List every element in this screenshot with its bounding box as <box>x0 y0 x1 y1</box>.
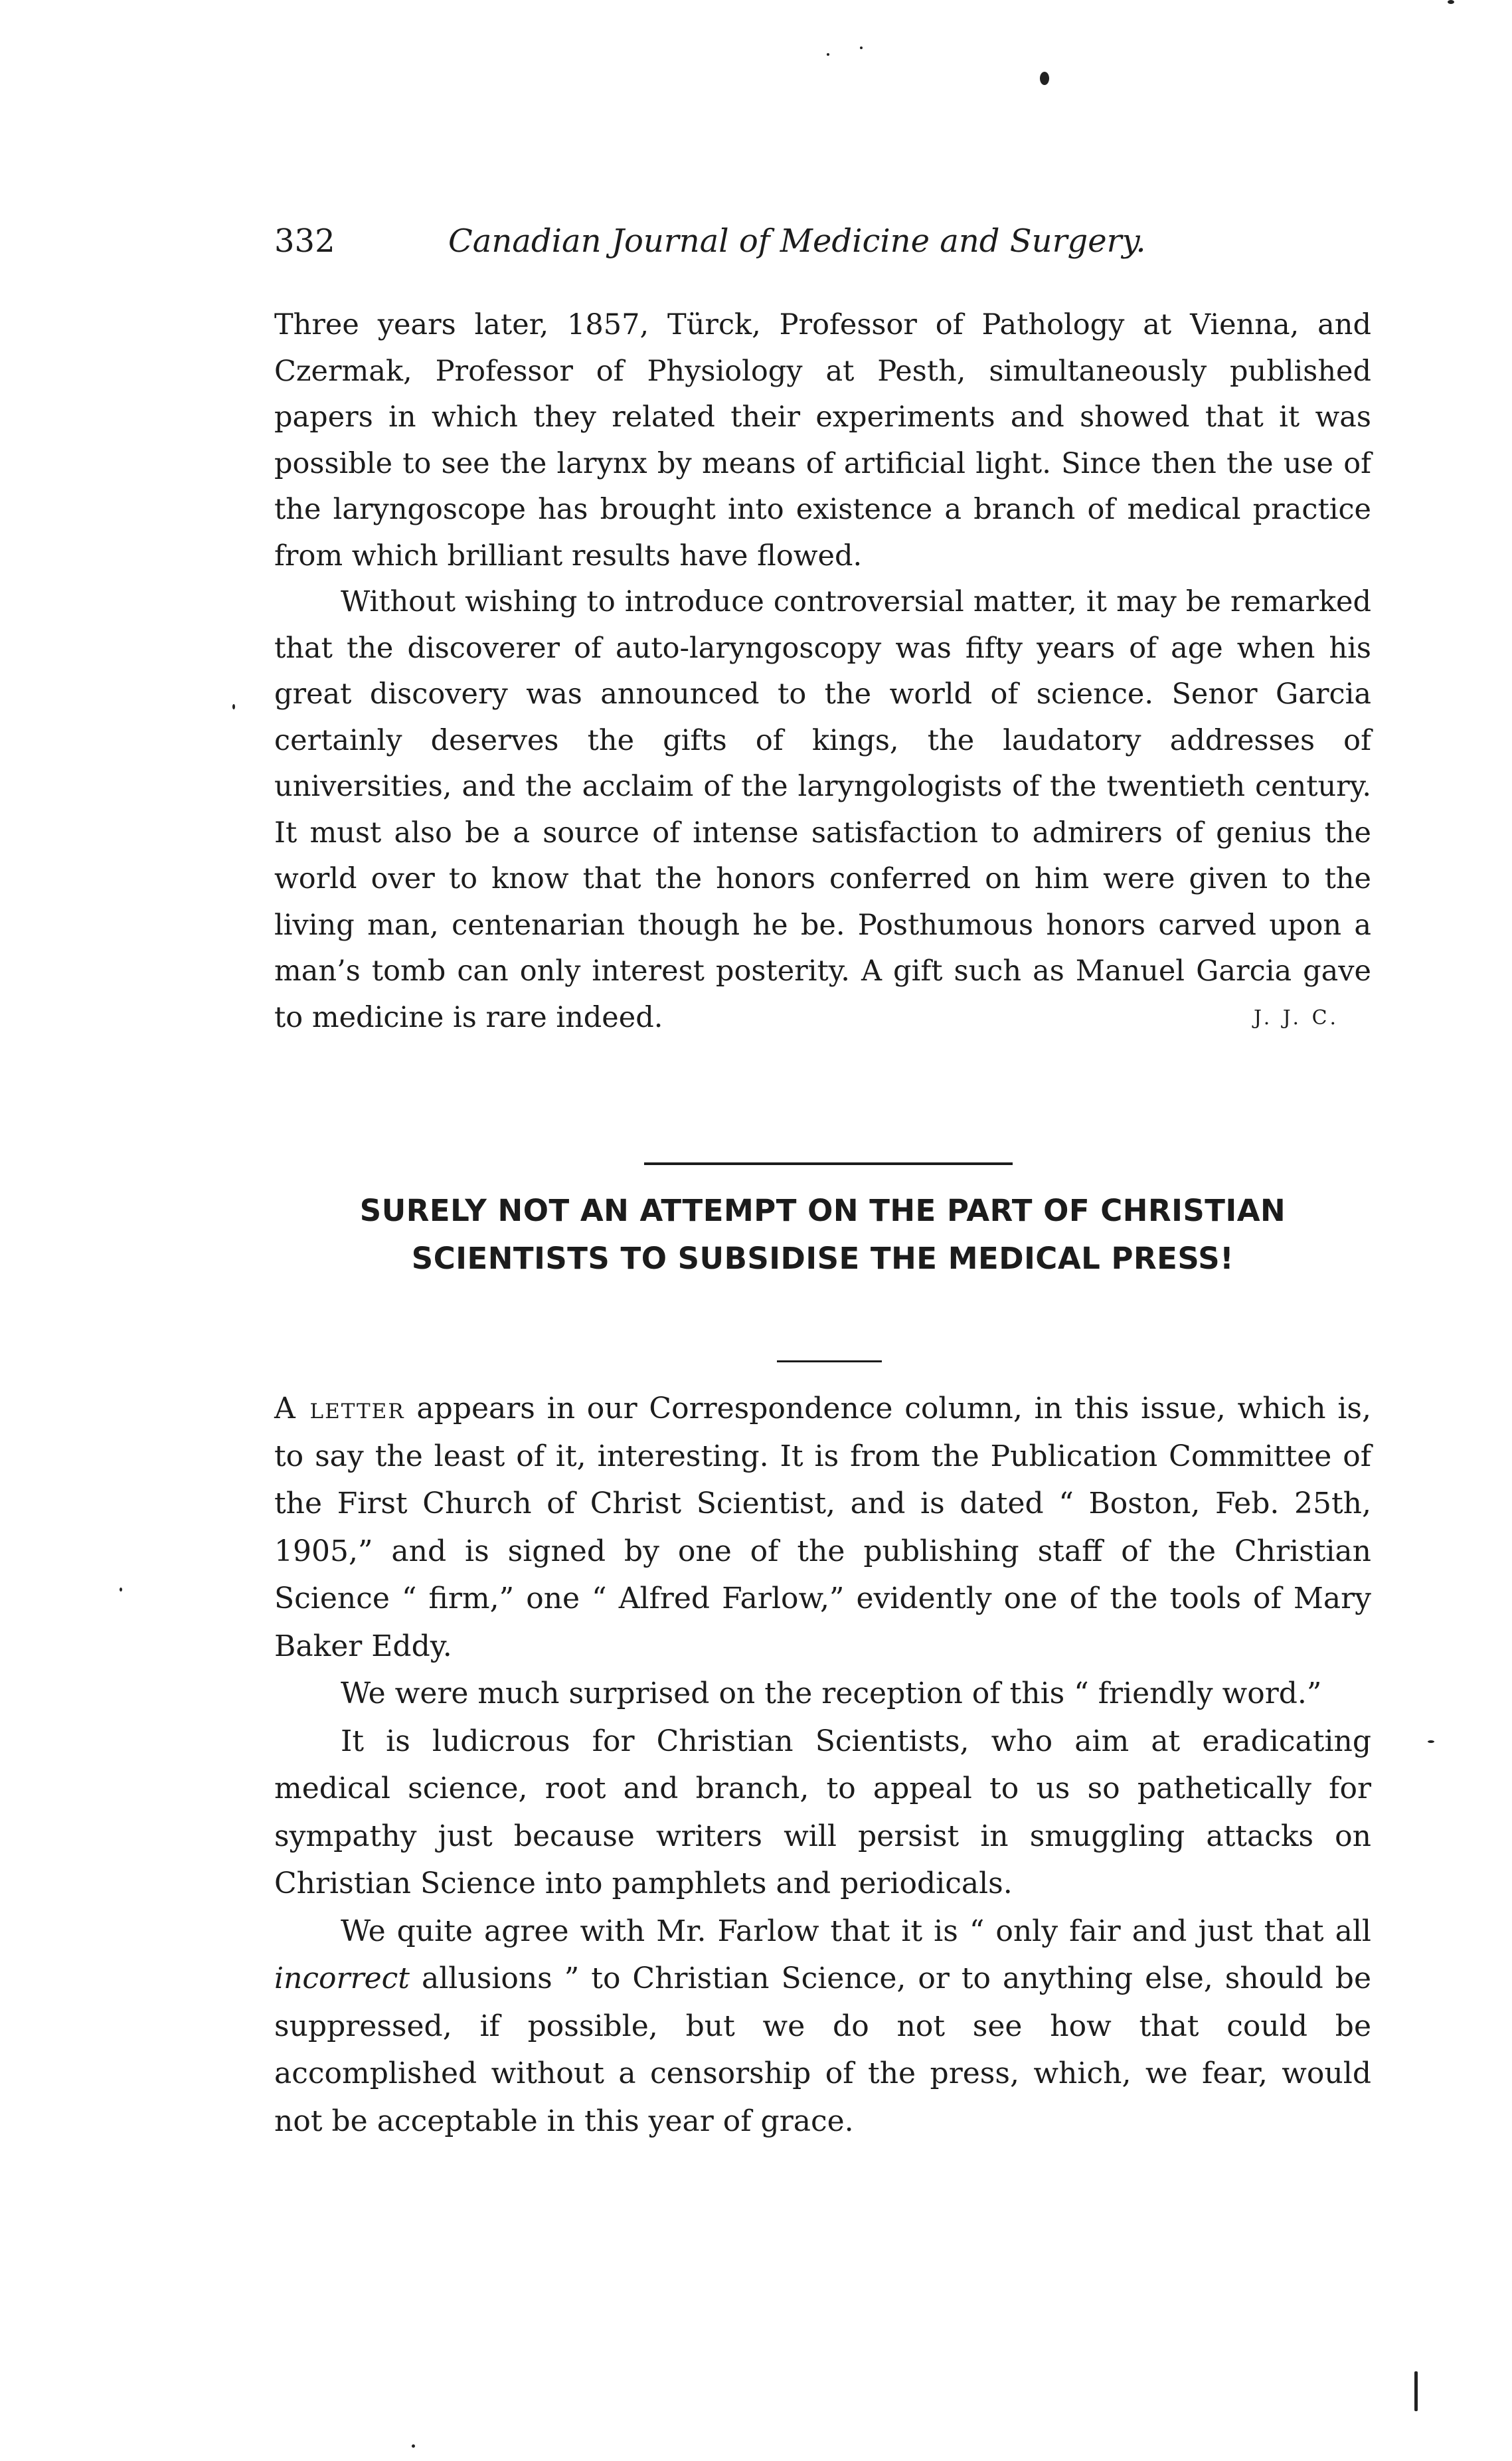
heading-underline <box>777 1360 882 1362</box>
paragraph <box>274 1908 1371 2145</box>
journal-title: Canadian Journal of Medicine and Surgery. <box>448 223 1146 260</box>
heading-line-1: SURELY NOT AN ATTEMPT ON THE PART OF CHRISTIAN <box>359 1193 1286 1228</box>
paragraph: It is ludicrous for Christian Scientists, who aim at eradicating medical science, root and branch, to appeal to us so pathetically for sympathy just because writers will persist in smuggling attacks on Christian Science into pamphlets and periodicals. <box>274 1724 1371 1900</box>
article-christian-science-text <box>274 1385 1371 2145</box>
section-divider <box>644 1162 1013 1165</box>
running-header <box>274 223 1375 270</box>
lead-words: A letter <box>274 1392 405 1425</box>
paragraph: We were much surprised on the reception of this “ friendly word.” <box>341 1677 1322 1710</box>
journal-page <box>262 0 1375 2461</box>
article-garcia-text <box>274 302 1371 1041</box>
author-signature: J. J. C. <box>1254 1006 1339 1030</box>
scan-speck <box>1448 0 1454 4</box>
paragraph-text: We quite agree with Mr. Farlow that it is “ only fair and just that all <box>341 1914 1371 1948</box>
paragraph-with-signature <box>274 579 1371 1041</box>
scan-speck <box>1040 72 1049 85</box>
paragraph-text: appears in our Correspondence column, in this issue, which is, to say the least of it, interesting. It is from the Publication Committee of the First Church of Christ Scientist, and is dated “ Boston, Feb. 25th, 1905,” and is signed by one of the publishing staff of the Christian Science “ firm,” one “ Alfred Farlow,” evidently one of the tools of Mary Baker Eddy. <box>274 1392 1371 1663</box>
scan-speck <box>232 704 235 709</box>
scan-speck <box>1428 1740 1434 1743</box>
paragraph: Without wishing to introduce controversial matter, it may be remarked that the discoverer of auto-laryngoscopy was fifty years of age when his great discovery was announced to the world of science. Senor Garcia certainly deserves the gifts of kings, the laudatory addresses of universities, and the acclaim of the laryngologists of the twentieth century. It must also be a source of intense satisfaction to admirers of genius the world over to know that the honors conferred on him were given to the living man, centenarian though he be. Posthumous honors carved upon a man’s tomb can only interest posterity. A gift such as Manuel Garcia gave to medicine is rare indeed. <box>274 585 1371 1034</box>
italic-word: incorrect <box>274 1961 410 1995</box>
scan-speck <box>412 2444 415 2448</box>
article-heading <box>274 1187 1371 1283</box>
scan-speck <box>1414 2371 1418 2411</box>
paragraph <box>274 1385 1371 1670</box>
scan-speck <box>827 53 829 56</box>
scan-speck <box>860 46 863 49</box>
paragraph: Three years later, 1857, Türck, Professor of Pathology at Vienna, and Czermak, Professor of Physiology at Pesth, simultaneously published papers in which they related their experiments and showed that it was possible to see the larynx by means of artificial light. Since then the use of the laryngoscope has brought into existence a branch of medical practice from which brilliant results have flowed. <box>274 308 1371 573</box>
paragraph-text: allusions ” to Christian Science, or to anything else, should be suppressed, if possible, but we do not see how that could be accomplished without a censorship of the press, which, we fear, would not be acceptable in this year of grace. <box>274 1961 1371 2138</box>
page-number: 332 <box>274 223 335 260</box>
scan-speck <box>120 1588 122 1592</box>
heading-line-2: SCIENTISTS TO SUBSIDISE THE MEDICAL PRESS! <box>411 1241 1234 1276</box>
